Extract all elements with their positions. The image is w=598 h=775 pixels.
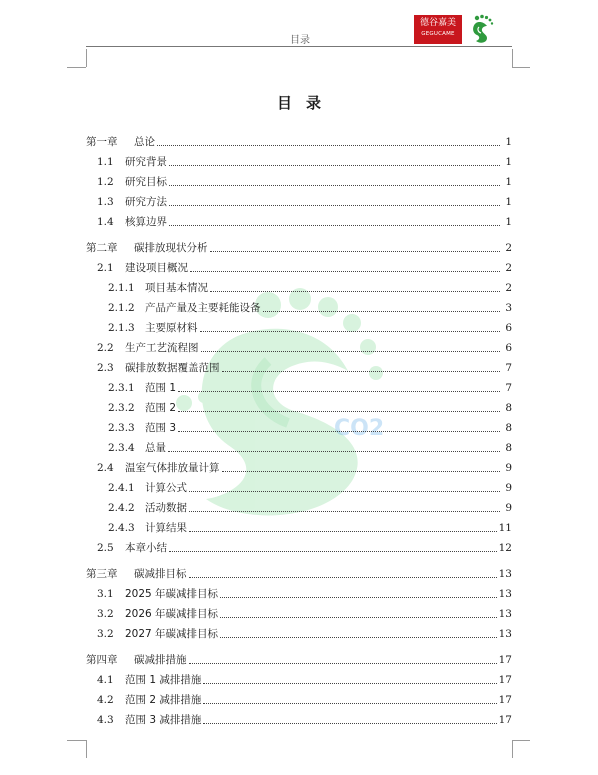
toc-label: 建设项目概况 (125, 262, 188, 274)
header-rule (86, 46, 512, 47)
toc-label: 2027 年碳减排目标 (125, 628, 219, 640)
toc-section-entry[interactable] (86, 519, 512, 535)
toc-page-number: 6 (505, 342, 512, 354)
toc-number: 2.2 (97, 342, 114, 354)
toc-page-number: 1 (505, 216, 512, 228)
toc-label: 本章小结 (125, 542, 167, 554)
toc-chapter-entry[interactable] (86, 565, 512, 581)
toc-section-entry[interactable] (86, 439, 512, 455)
toc-section-entry[interactable] (86, 605, 512, 621)
toc-page-number: 8 (505, 422, 512, 434)
toc-label: 碳排放数据覆盖范围 (125, 362, 220, 374)
toc-number: 第三章 (86, 568, 118, 580)
toc-page-number: 9 (505, 482, 512, 494)
toc-label: 范围 3 (145, 422, 177, 434)
toc-page-number: 2 (505, 282, 512, 294)
toc-label: 2025 年碳减排目标 (125, 588, 219, 600)
toc-section-entry[interactable] (86, 585, 512, 601)
toc-section-entry[interactable] (86, 499, 512, 515)
toc-number: 3.2 (97, 608, 114, 620)
crop-mark (86, 49, 87, 67)
toc-number: 第一章 (86, 136, 118, 148)
toc-number: 2.5 (97, 542, 114, 554)
toc-section-entry[interactable] (86, 399, 512, 415)
toc-section-entry[interactable] (86, 479, 512, 495)
toc-number: 2.3.4 (108, 442, 135, 454)
toc-number: 2.4.3 (108, 522, 135, 534)
toc-page-number: 12 (498, 542, 512, 554)
toc-label: 核算边界 (125, 216, 167, 228)
toc-label: 项目基本情况 (145, 282, 208, 294)
toc-label: 碳减排目标 (134, 568, 187, 580)
crop-mark (86, 740, 87, 758)
crop-mark (512, 67, 530, 68)
toc-number: 2.4.2 (108, 502, 135, 514)
toc-leader-dots (263, 311, 501, 312)
toc-number: 1.1 (97, 156, 114, 168)
toc-number: 1.4 (97, 216, 114, 228)
toc-number: 4.1 (97, 674, 114, 686)
toc-section-entry[interactable] (86, 419, 512, 435)
toc-page-number: 8 (505, 402, 512, 414)
toc-page-number: 2 (505, 242, 512, 254)
toc-leader-dots (220, 637, 497, 638)
toc-leader-dots (178, 391, 500, 392)
toc-leader-dots (189, 511, 500, 512)
toc-page-number: 9 (505, 502, 512, 514)
header-title: 目录 (290, 35, 310, 46)
toc-chapter-entry[interactable] (86, 133, 512, 149)
toc-page-number: 17 (498, 674, 512, 686)
toc-page-number: 1 (505, 196, 512, 208)
toc-leader-dots (210, 291, 500, 292)
toc-leader-dots (210, 251, 501, 252)
toc-label: 研究目标 (125, 176, 167, 188)
toc-label: 范围 3 减排措施 (125, 714, 202, 726)
toc-number: 4.3 (97, 714, 114, 726)
toc-page-number: 11 (498, 522, 512, 534)
toc-label: 总量 (145, 442, 166, 454)
toc-number: 第二章 (86, 242, 118, 254)
toc-section-entry[interactable] (86, 299, 512, 315)
toc-leader-dots (222, 471, 501, 472)
toc-leader-dots (222, 371, 501, 372)
toc-label: 活动数据 (145, 502, 187, 514)
toc-leader-dots (201, 351, 501, 352)
toc-section-entry[interactable] (86, 153, 512, 169)
toc-page-number: 17 (498, 654, 512, 666)
toc-number: 2.4.1 (108, 482, 135, 494)
toc-page-number: 1 (505, 156, 512, 168)
toc-leader-dots (169, 551, 497, 552)
toc-label: 研究背景 (125, 156, 167, 168)
toc-number: 2.3.3 (108, 422, 135, 434)
toc-page-number: 7 (505, 362, 512, 374)
toc-leader-dots (189, 491, 500, 492)
toc-section-entry[interactable] (86, 193, 512, 209)
toc-label: 产品产量及主要耗能设备 (145, 302, 261, 314)
toc-page-number: 1 (505, 136, 512, 148)
toc-leader-dots (178, 411, 500, 412)
toc-chapter-entry[interactable] (86, 239, 512, 255)
toc-section-entry[interactable] (86, 711, 512, 727)
toc-leader-dots (178, 431, 500, 432)
toc-leader-dots (157, 145, 500, 146)
toc-leader-dots (189, 577, 497, 578)
crop-mark (512, 49, 513, 67)
toc-page-number: 13 (498, 608, 512, 620)
toc-label: 计算公式 (145, 482, 187, 494)
toc-page-number: 2 (505, 262, 512, 274)
toc-label: 总论 (134, 136, 155, 148)
toc-label: 2026 年碳减排目标 (125, 608, 219, 620)
toc-label: 碳排放现状分析 (134, 242, 208, 254)
toc-section-entry[interactable] (86, 213, 512, 229)
toc-number: 2.1 (97, 262, 114, 274)
toc-label: 范围 2 (145, 402, 177, 414)
toc-label: 温室气体排放量计算 (125, 462, 220, 474)
toc-number: 3.1 (97, 588, 114, 600)
toc-label: 范围 1 减排措施 (125, 674, 202, 686)
logo-english-text: GEGUCAME (421, 31, 455, 37)
toc-section-entry[interactable] (86, 279, 512, 295)
crop-mark (512, 740, 513, 758)
company-logo (414, 15, 462, 44)
toc-label: 生产工艺流程图 (125, 342, 199, 354)
green-footprint-logo-icon (470, 14, 496, 46)
toc-leader-dots (168, 451, 500, 452)
toc-leader-dots (189, 531, 497, 532)
toc-leader-dots (200, 331, 501, 332)
toc-leader-dots (220, 597, 497, 598)
toc-section-entry[interactable] (86, 359, 512, 375)
toc-page-number: 17 (498, 694, 512, 706)
toc-page-number: 13 (498, 628, 512, 640)
crop-mark (67, 67, 86, 68)
toc-number: 2.1.3 (108, 322, 135, 334)
toc-number: 1.3 (97, 196, 114, 208)
crop-mark (512, 740, 530, 741)
toc-number: 2.3.2 (108, 402, 135, 414)
toc-page-number: 6 (505, 322, 512, 334)
toc-page-number: 13 (498, 568, 512, 580)
toc-page-number: 1 (505, 176, 512, 188)
toc-number: 2.3.1 (108, 382, 135, 394)
toc-label: 主要原材料 (145, 322, 198, 334)
crop-mark (67, 740, 86, 741)
toc-leader-dots (169, 185, 500, 186)
toc-leader-dots (169, 225, 500, 226)
toc-section-entry[interactable] (86, 259, 512, 275)
toc-leader-dots (189, 663, 497, 664)
toc-number: 2.1.1 (108, 282, 135, 294)
toc-leader-dots (169, 165, 500, 166)
toc-page-number: 3 (505, 302, 512, 314)
toc-leader-dots (203, 723, 496, 724)
toc-leader-dots (203, 683, 496, 684)
toc-label: 范围 2 减排措施 (125, 694, 202, 706)
toc-number: 4.2 (97, 694, 114, 706)
toc-leader-dots (169, 205, 500, 206)
toc-leader-dots (190, 271, 500, 272)
toc-section-entry[interactable] (86, 671, 512, 687)
toc-number: 3.2 (97, 628, 114, 640)
toc-label: 计算结果 (145, 522, 187, 534)
logo-chinese-text: 德谷嘉美 (419, 18, 456, 28)
toc-section-entry[interactable] (86, 459, 512, 475)
toc-section-entry[interactable] (86, 379, 512, 395)
toc-number: 2.4 (97, 462, 114, 474)
toc-number: 第四章 (86, 654, 118, 666)
toc-number: 2.3 (97, 362, 114, 374)
toc-section-entry[interactable] (86, 319, 512, 335)
toc-page-number: 17 (498, 714, 512, 726)
toc-label: 研究方法 (125, 196, 167, 208)
toc-page-number: 7 (505, 382, 512, 394)
toc-page-number: 13 (498, 588, 512, 600)
toc-section-entry[interactable] (86, 339, 512, 355)
toc-label: 碳减排措施 (134, 654, 187, 666)
toc-leader-dots (220, 617, 497, 618)
watermark-co2-text: CO2 (334, 416, 385, 441)
toc-number: 2.1.2 (108, 302, 135, 314)
toc-chapter-entry[interactable] (86, 651, 512, 667)
toc-section-entry[interactable] (86, 539, 512, 555)
toc-page-number: 9 (505, 462, 512, 474)
toc-leader-dots (203, 703, 496, 704)
toc-section-entry[interactable] (86, 691, 512, 707)
toc-section-entry[interactable] (86, 625, 512, 641)
toc-number: 1.2 (97, 176, 114, 188)
toc-page-number: 8 (505, 442, 512, 454)
page-title: 目录 (276, 94, 335, 112)
toc-section-entry[interactable] (86, 173, 512, 189)
toc-label: 范围 1 (145, 382, 177, 394)
